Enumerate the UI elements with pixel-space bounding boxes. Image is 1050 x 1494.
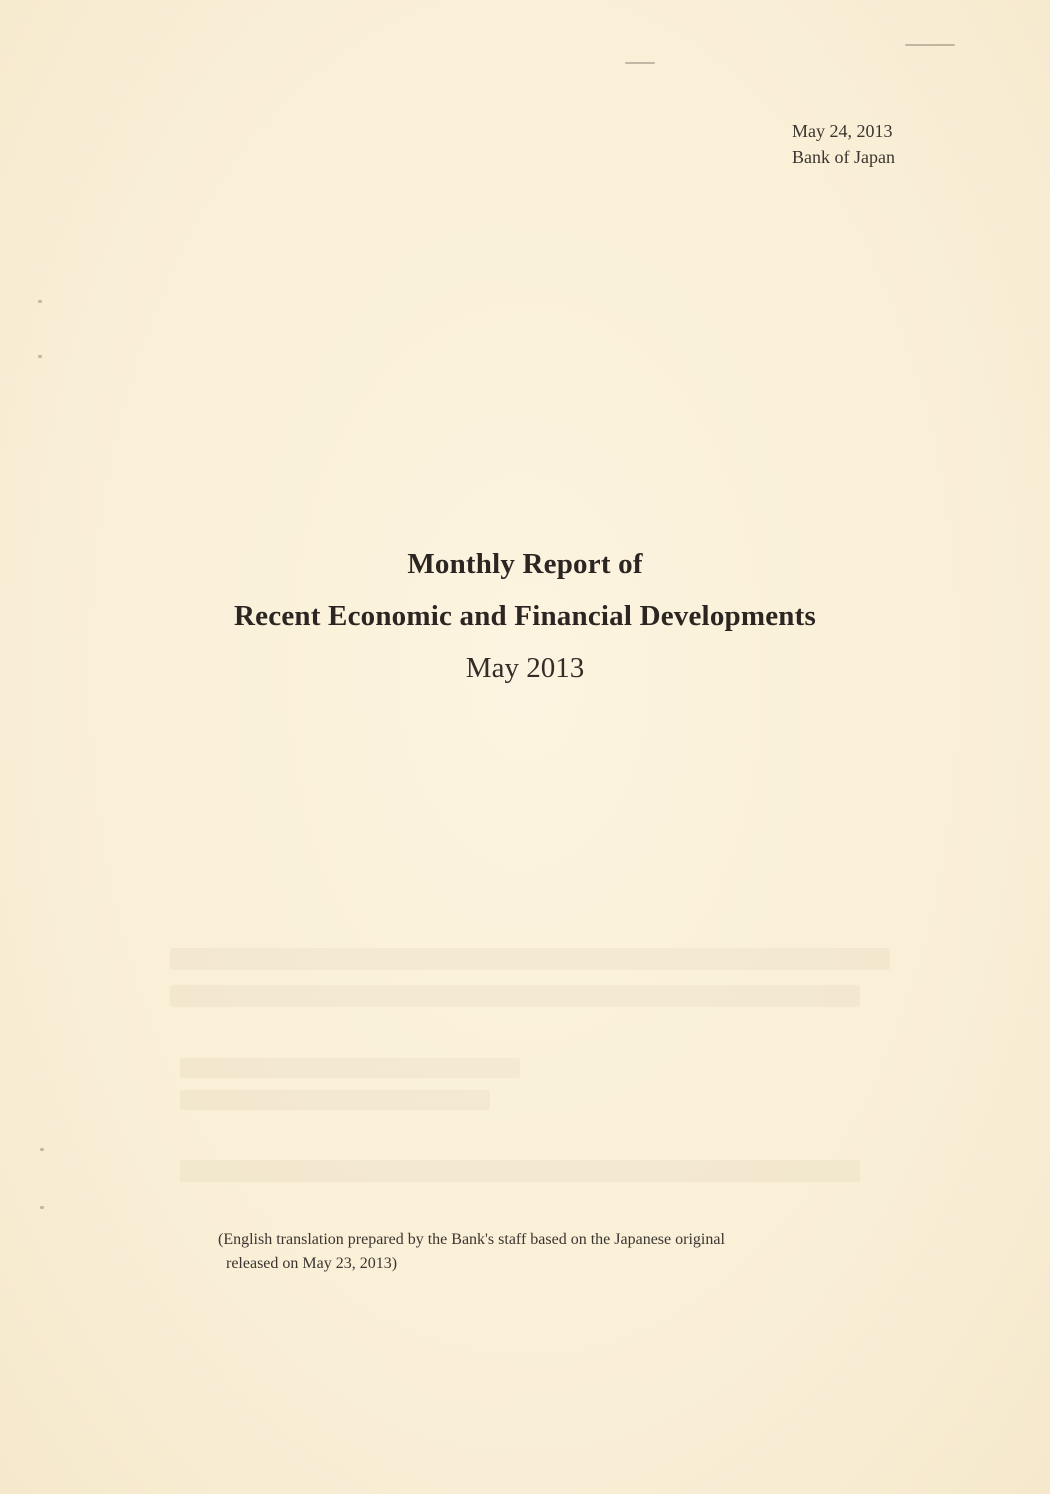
scan-speck xyxy=(40,1206,44,1209)
bleed-through-mark xyxy=(170,948,890,970)
scan-speck xyxy=(905,44,955,46)
report-title-line-2: Recent Economic and Financial Developments xyxy=(234,600,816,632)
scan-speck xyxy=(40,1148,44,1151)
translation-note-line-1: (English translation prepared by the Bank's staff based on the Japanese original xyxy=(218,1231,725,1248)
bleed-through-mark xyxy=(170,985,860,1007)
bleed-through-mark xyxy=(180,1090,490,1110)
report-period: May 2013 xyxy=(465,652,585,684)
document-header xyxy=(792,118,895,170)
bleed-through-mark xyxy=(180,1160,860,1182)
scan-speck xyxy=(38,300,42,303)
report-title-line-1: Monthly Report of xyxy=(407,548,643,580)
bleed-through-mark xyxy=(180,1058,520,1078)
scan-speck xyxy=(625,62,655,64)
translation-note xyxy=(218,1228,918,1276)
release-date: May 24, 2013 xyxy=(792,121,893,141)
report-title-block xyxy=(0,538,1050,694)
scan-speck xyxy=(38,355,42,358)
translation-note-line-2: released on May 23, 2013) xyxy=(226,1255,398,1272)
issuing-organization: Bank of Japan xyxy=(792,147,895,167)
